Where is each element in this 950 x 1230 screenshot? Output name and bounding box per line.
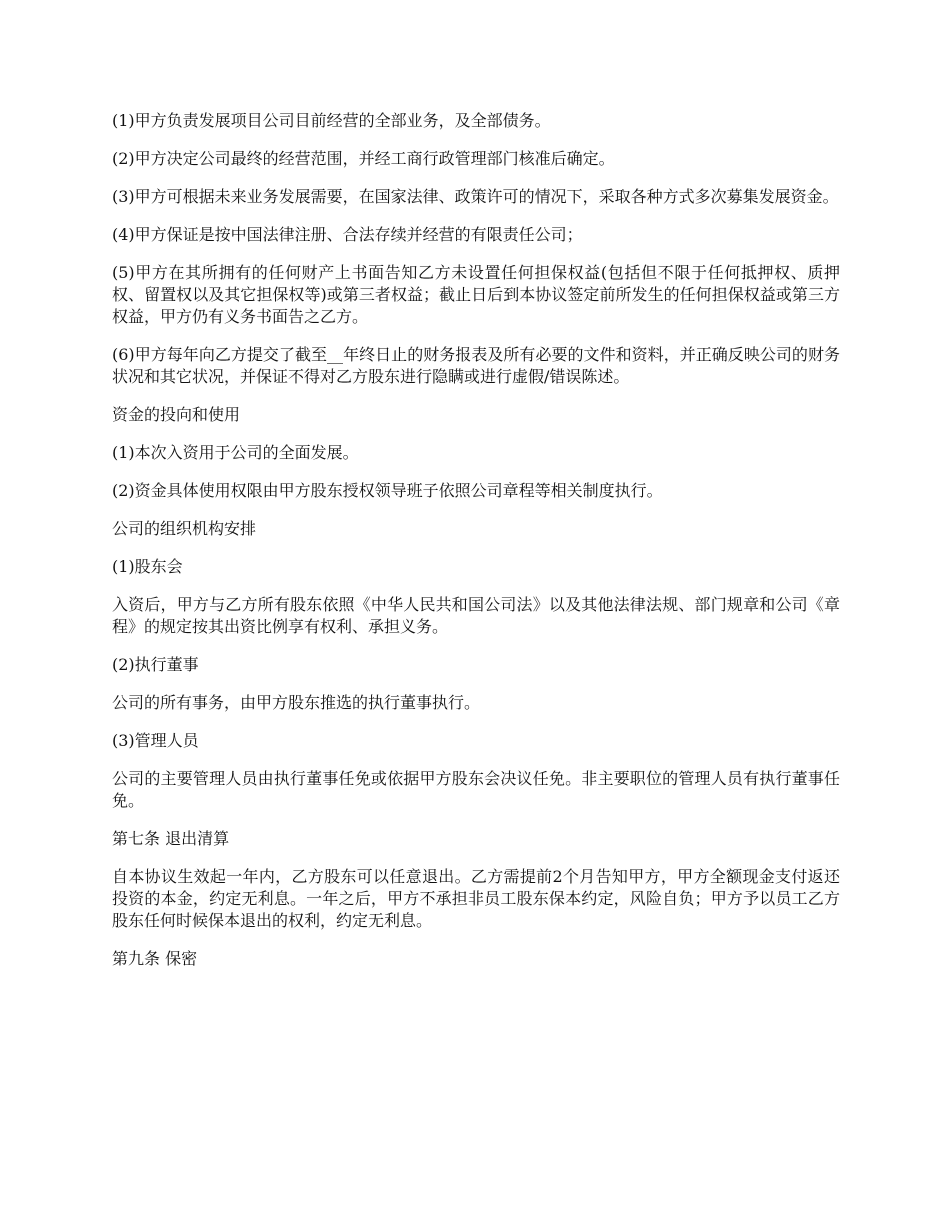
clause-paragraph: (4)甲方保证是按中国法律注册、合法存续并经营的有限责任公司； [112, 225, 583, 244]
clause-paragraph: (2)甲方决定公司最终的经营范围，并经工商行政管理部门核准后确定。 [112, 149, 615, 168]
article-heading: 第九条 保密 [112, 949, 198, 968]
clause-paragraph: 自本协议生效起一年内，乙方股东可以任意退出。乙方需提前2个月告知甲方，甲方全额现金支付返还投资的本金，约定无利息。一年之后，甲方不承担非员工股东保本约定，风险自负；甲方予以员工乙方股东任何时候保本退出的权利，约定无利息。 [112, 867, 840, 930]
clause-paragraph: (1)本次入资用于公司的全面发展。 [112, 443, 359, 462]
sub-heading: (3)管理人员 [112, 731, 199, 750]
clause-paragraph: (1)甲方负责发展项目公司目前经营的全部业务，及全部债务。 [112, 111, 551, 130]
sub-heading: (2)执行董事 [112, 655, 199, 674]
clause-paragraph: 公司的所有事务，由甲方股东推选的执行董事执行。 [112, 693, 481, 712]
clause-paragraph: (5)甲方在其所拥有的任何财产上书面告知乙方未设置任何担保权益(包括但不限于任何抵押权、质押权、留置权以及其它担保权等)或第三者权益；截止日后到本协议签定前所发生的任何担保权益或第三方权益，甲方仍有义务书面告之乙方。 [112, 263, 840, 326]
section-heading: 资金的投向和使用 [112, 405, 241, 424]
clause-paragraph: (6)甲方每年向乙方提交了截至__年终日止的财务报表及所有必要的文件和资料，并正确反映公司的财务状况和其它状况，并保证不得对乙方股东进行隐瞒或进行虚假/错误陈述。 [112, 345, 840, 386]
clause-paragraph: 公司的主要管理人员由执行董事任免或依据甲方股东会决议任免。非主要职位的管理人员有执行董事任免。 [112, 769, 840, 810]
clause-paragraph: (2)资金具体使用权限由甲方股东授权领导班子依照公司章程等相关制度执行。 [112, 481, 663, 500]
sub-heading: (1)股东会 [112, 557, 183, 576]
clause-paragraph: 入资后，甲方与乙方所有股东依照《中华人民共和国公司法》以及其他法律法规、部门规章和公司《章程》的规定按其出资比例享有权利、承担义务。 [112, 595, 840, 636]
document-body [112, 110, 840, 986]
section-heading: 公司的组织机构安排 [112, 519, 257, 538]
article-heading: 第七条 退出清算 [112, 829, 230, 848]
clause-paragraph: (3)甲方可根据未来业务发展需要，在国家法律、政策许可的情况下，采取各种方式多次募集发展资金。 [112, 187, 839, 206]
